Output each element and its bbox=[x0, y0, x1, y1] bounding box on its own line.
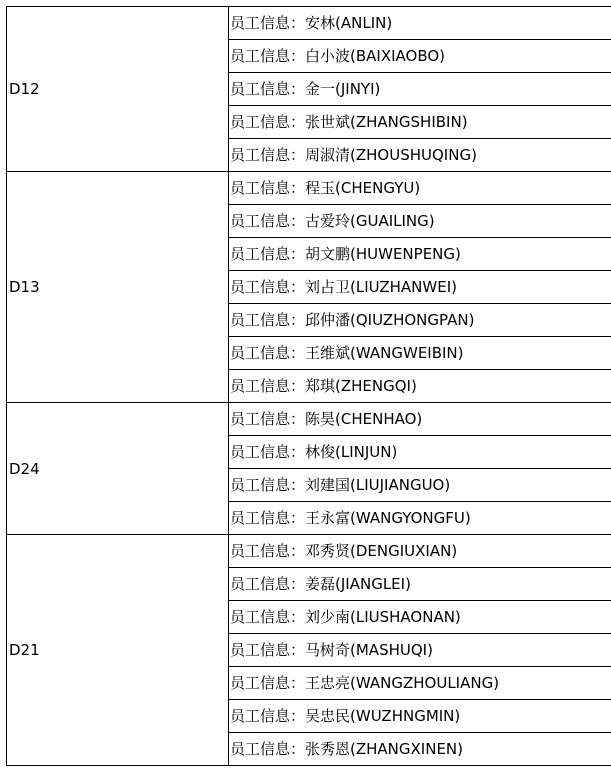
employee-info-cell[interactable] bbox=[229, 601, 611, 634]
employee-info-cell[interactable] bbox=[229, 535, 611, 568]
group-code-cell[interactable]: D24 bbox=[7, 403, 229, 535]
employee-info-prefix: 员工信息： bbox=[230, 146, 306, 164]
employee-info-cell[interactable] bbox=[229, 205, 611, 238]
group-code-cell[interactable]: D12 bbox=[7, 7, 229, 172]
employee-name: 陈昊(CHENHAO) bbox=[305, 410, 423, 428]
employee-info-cell[interactable] bbox=[229, 700, 611, 733]
employee-info-cell[interactable] bbox=[229, 502, 611, 535]
employee-info-prefix: 员工信息： bbox=[230, 740, 306, 758]
employee-info-prefix: 员工信息： bbox=[230, 47, 306, 65]
employee-name: 邓秀贤(DENGIUXIAN) bbox=[305, 542, 458, 560]
employee-info-prefix: 员工信息： bbox=[230, 542, 306, 560]
employee-info-prefix: 员工信息： bbox=[230, 476, 306, 494]
employee-info-prefix: 员工信息： bbox=[230, 212, 306, 230]
employee-info-cell[interactable] bbox=[229, 733, 611, 766]
employee-info-cell[interactable] bbox=[229, 337, 611, 370]
employee-name: 姜磊(JIANGLEI) bbox=[305, 575, 411, 593]
employee-table-body bbox=[7, 7, 611, 766]
employee-table bbox=[6, 6, 611, 766]
employee-info-cell[interactable] bbox=[229, 172, 611, 205]
table-row bbox=[7, 403, 611, 436]
employee-info-cell[interactable] bbox=[229, 73, 611, 106]
table-row bbox=[7, 172, 611, 205]
employee-info-cell[interactable] bbox=[229, 304, 611, 337]
employee-info-cell[interactable] bbox=[229, 370, 611, 403]
employee-name: 金一(JINYI) bbox=[305, 80, 381, 98]
employee-name: 邱仲潘(QIUZHONGPAN) bbox=[305, 311, 475, 329]
employee-info-prefix: 员工信息： bbox=[230, 344, 306, 362]
employee-name: 张世斌(ZHANGSHIBIN) bbox=[305, 113, 468, 131]
employee-name: 程玉(CHENGYU) bbox=[305, 179, 421, 197]
employee-info-prefix: 员工信息： bbox=[230, 674, 306, 692]
employee-info-prefix: 员工信息： bbox=[230, 608, 306, 626]
employee-info-cell[interactable] bbox=[229, 271, 611, 304]
employee-info-cell[interactable] bbox=[229, 667, 611, 700]
employee-info-prefix: 员工信息： bbox=[230, 311, 306, 329]
employee-name: 古爱玲(GUAILING) bbox=[305, 212, 435, 230]
employee-info-prefix: 员工信息： bbox=[230, 179, 306, 197]
employee-info-prefix: 员工信息： bbox=[230, 575, 306, 593]
employee-info-prefix: 员工信息： bbox=[230, 113, 306, 131]
employee-info-prefix: 员工信息： bbox=[230, 245, 306, 263]
employee-info-prefix: 员工信息： bbox=[230, 443, 306, 461]
employee-name: 周淑清(ZHOUSHUQING) bbox=[305, 146, 477, 164]
employee-name: 王维斌(WANGWEIBIN) bbox=[305, 344, 464, 362]
employee-name: 林俊(LINJUN) bbox=[305, 443, 398, 461]
employee-info-cell[interactable] bbox=[229, 139, 611, 172]
employee-info-prefix: 员工信息： bbox=[230, 80, 306, 98]
employee-name: 马树奇(MASHUQI) bbox=[305, 641, 433, 659]
group-code-cell[interactable]: D13 bbox=[7, 172, 229, 403]
employee-info-cell[interactable] bbox=[229, 436, 611, 469]
employee-info-cell[interactable] bbox=[229, 634, 611, 667]
employee-info-prefix: 员工信息： bbox=[230, 14, 306, 32]
employee-info-cell[interactable] bbox=[229, 568, 611, 601]
employee-info-prefix: 员工信息： bbox=[230, 509, 306, 527]
employee-name: 刘建国(LIUJIANGUO) bbox=[305, 476, 451, 494]
employee-name: 刘少南(LIUSHAONAN) bbox=[305, 608, 461, 626]
employee-name: 白小波(BAIXIAOBO) bbox=[305, 47, 446, 65]
employee-info-prefix: 员工信息： bbox=[230, 278, 306, 296]
group-code-cell[interactable]: D21 bbox=[7, 535, 229, 766]
employee-info-prefix: 员工信息： bbox=[230, 707, 306, 725]
employee-name: 安林(ANLIN) bbox=[305, 14, 393, 32]
employee-info-prefix: 员工信息： bbox=[230, 377, 306, 395]
employee-info-cell[interactable] bbox=[229, 403, 611, 436]
employee-name: 张秀恩(ZHANGXINEN) bbox=[305, 740, 463, 758]
employee-name: 吴忠民(WUZHNGMIN) bbox=[305, 707, 461, 725]
employee-info-cell[interactable] bbox=[229, 238, 611, 271]
employee-name: 胡文鹏(HUWENPENG) bbox=[305, 245, 461, 263]
employee-info-prefix: 员工信息： bbox=[230, 410, 306, 428]
employee-name: 刘占卫(LIUZHANWEI) bbox=[305, 278, 457, 296]
employee-info-cell[interactable] bbox=[229, 7, 611, 40]
employee-name: 郑琪(ZHENGQI) bbox=[305, 377, 417, 395]
employee-name: 王永富(WANGYONGFU) bbox=[305, 509, 471, 527]
employee-info-cell[interactable] bbox=[229, 106, 611, 139]
employee-info-cell[interactable] bbox=[229, 40, 611, 73]
employee-info-cell[interactable] bbox=[229, 469, 611, 502]
employee-info-prefix: 员工信息： bbox=[230, 641, 306, 659]
table-row bbox=[7, 7, 611, 40]
table-row bbox=[7, 535, 611, 568]
employee-name: 王忠亮(WANGZHOULIANG) bbox=[305, 674, 500, 692]
